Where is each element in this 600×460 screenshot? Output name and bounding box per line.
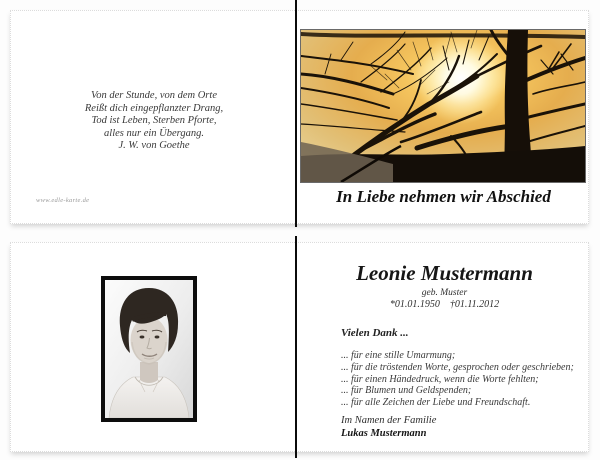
thanks-lines <box>341 350 591 409</box>
website-url: www.edle-karte.de <box>36 197 90 204</box>
deceased-header <box>301 262 588 311</box>
portrait-photo <box>101 276 197 422</box>
card-inside-spread <box>10 242 589 452</box>
deceased-name: Leonie Mustermann <box>356 261 533 285</box>
life-dates <box>301 299 588 311</box>
closing-line: Im Namen der Familie <box>341 415 437 426</box>
death-date: †01.11.2012 <box>449 299 500 310</box>
poem-line: Tod ist Leben, Sterben Pforte, <box>91 115 217 126</box>
birth-date: *01.01.1950 <box>389 299 440 310</box>
poem-line: Reißt dich eingepflanzter Drang, <box>84 102 224 114</box>
thanks-line: ... für eine stille Umarmung; <box>341 350 456 361</box>
poem-line: alles nur ein Übergang. <box>104 127 204 139</box>
closing-section <box>341 415 436 440</box>
thanks-heading: Vielen Dank ... <box>341 327 409 339</box>
fold-line-bottom <box>295 236 297 458</box>
birth-name: geb. Muster <box>421 288 468 298</box>
portrait-illustration <box>105 280 193 418</box>
sunset-photo-illustration <box>301 30 585 182</box>
thanks-section <box>341 327 591 409</box>
poem-author: J. W. von Goethe <box>118 140 190 151</box>
memorial-poem <box>11 90 297 153</box>
farewell-caption: In Liebe nehmen wir Abschied <box>336 187 551 206</box>
sunset-photo <box>300 29 586 183</box>
poem-line: Von der Stunde, von dem Orte <box>91 90 217 101</box>
signature-name: Lukas Mustermann <box>341 427 427 439</box>
thanks-line: ... für die tröstenden Worte, gesprochen oder geschrieben; <box>341 361 574 373</box>
thanks-line: ... für Blumen und Geldspenden; <box>341 385 472 397</box>
thanks-line: ... für einen Händedruck, wenn die Worte fehlten; <box>341 373 539 385</box>
thanks-line: ... für alle Zeichen der Liebe und Freundschaft. <box>341 397 531 409</box>
fold-line-top <box>295 0 297 227</box>
card-outside-spread <box>10 10 589 224</box>
